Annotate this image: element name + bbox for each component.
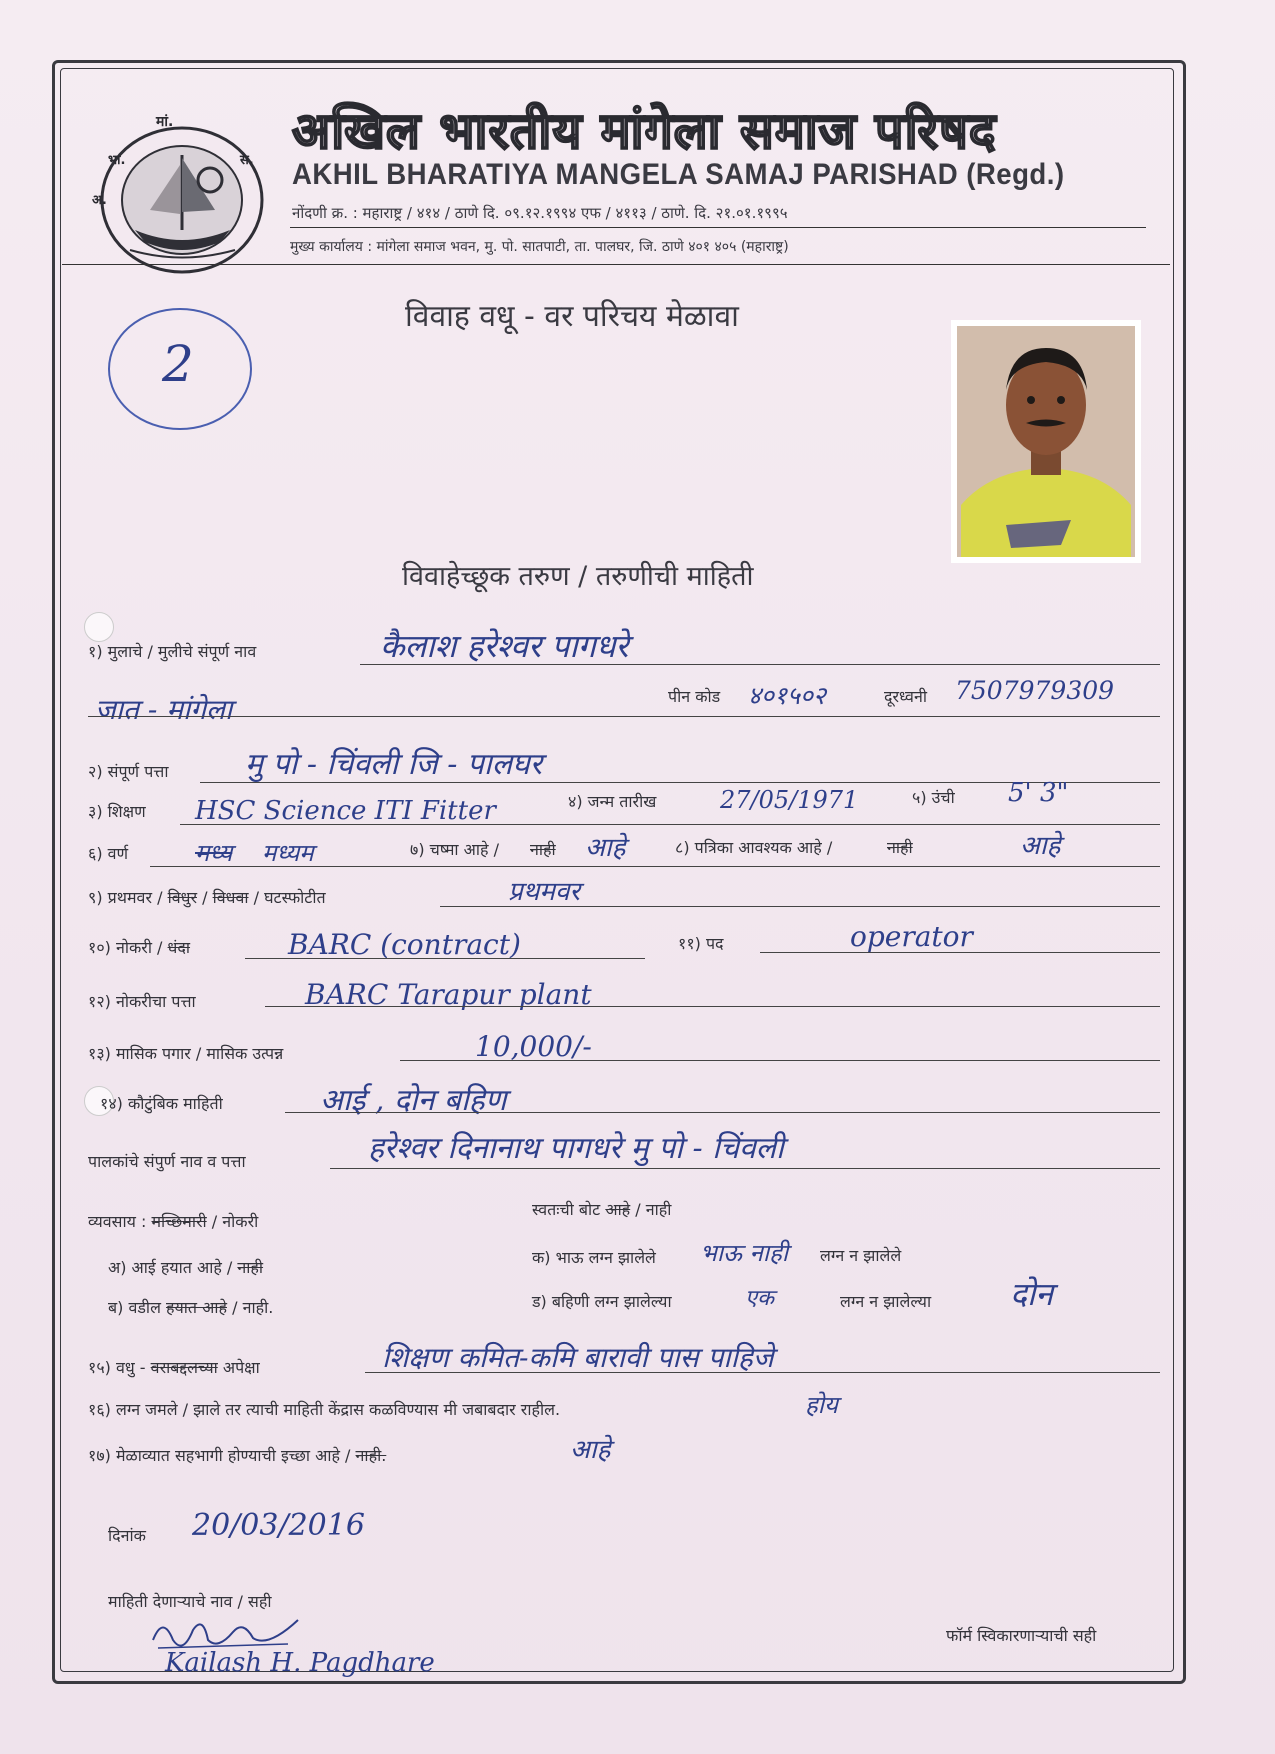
registration-number: नोंदणी क्र. : महाराष्ट्र / ४१४ / ठाणे दि. ०९.१२.१९९४ एफ / ४११३ / ठाणे. दि. २१.०१.१९९५ <box>292 204 788 222</box>
responsibility-value: होय <box>805 1391 838 1419</box>
applicant-photo <box>951 320 1141 563</box>
complexion-value: मध्यम <box>262 839 314 867</box>
expectation-label <box>88 1356 260 1378</box>
sisters-married-value: एक <box>745 1286 775 1311</box>
workplace-value: BARC Tarapur plant <box>305 978 592 1011</box>
parents-value: हरेश्वर दिनानाथ पागधरे मु पो - चिंवली <box>368 1131 784 1166</box>
marital-label <box>88 886 326 908</box>
workplace-line <box>265 1006 1160 1007</box>
job-struck: धंदा <box>167 938 191 957</box>
phone-value: 7507979309 <box>955 676 1115 705</box>
form-number-circle <box>108 308 252 430</box>
office-address: मुख्य कार्यालय : मांगेला समाज भवन, मु. पो. सातपाटी, ता. पालघर, जि. ठाणे ४०१ ४०५ (महाराष्ट्र) <box>290 239 789 255</box>
glasses-struck: नाही <box>530 840 556 859</box>
date-label: दिनांक <box>108 1526 146 1545</box>
address-label: २) संपूर्ण पत्ता <box>88 762 169 781</box>
post-line <box>760 952 1160 953</box>
father-label <box>108 1296 273 1318</box>
marital-label-b: / घटस्फोटीत <box>253 888 326 907</box>
post-value: operator <box>850 920 973 953</box>
caste-line <box>88 716 1160 717</box>
brothers-unmarried-label: लग्न न झालेले <box>820 1246 902 1265</box>
father-struck: हयात आहे <box>166 1298 227 1317</box>
logo-text-top: मां. <box>156 114 174 130</box>
phone-label: दूरध्वनी <box>884 687 927 706</box>
parents-line <box>330 1168 1160 1169</box>
marital-struck-widower: विधुर <box>167 888 197 907</box>
boat-label-b: / नाही <box>635 1200 672 1219</box>
header-divider-2 <box>62 264 1170 265</box>
family-value: आई , दोन बहिण <box>320 1083 507 1118</box>
section-title: विवाहेच्छूक तरुण / तरुणीची माहिती <box>402 561 754 592</box>
family-label: १४) कौटुंबिक माहिती <box>100 1094 223 1113</box>
title-marathi: अखिल भारतीय मांगेला समाज परिषद <box>292 101 997 160</box>
participation-struck: नाही. <box>355 1446 387 1465</box>
height-value: 5' 3" <box>1008 778 1069 808</box>
occupation-struck: मच्छिमारी <box>151 1212 207 1231</box>
occupation-label-a: व्यवसाय : <box>88 1212 147 1231</box>
punch-hole-top <box>84 612 114 642</box>
mother-label-a: अ) आई हयात आहे / <box>108 1258 233 1277</box>
title-english: AKHIL BHARATIYA MANGELA SAMAJ PARISHAD (Regd.) <box>292 158 1065 191</box>
sisters-unmarried-value: दोन <box>1010 1275 1054 1313</box>
marital-line <box>440 906 1160 907</box>
name-value: कैलाश हरेश्वर पागधरे <box>380 627 629 665</box>
horoscope-struck: नाही <box>887 838 913 857</box>
participation-label-a: १७) मेळाव्यात सहभागी होण्याची इच्छा आहे / <box>88 1446 351 1465</box>
height-label: ५) उंची <box>912 788 955 807</box>
expectation-value: शिक्षण कमित-कमि बारावी पास पाहिजे <box>382 1341 774 1374</box>
responsibility-label: १६) लग्न जमले / झाले तर त्याची माहिती केंद्रास कळविण्यास मी जबाबदार राहील. <box>88 1400 561 1419</box>
glasses-value: आहे <box>585 833 626 863</box>
education-value: HSC Science ITI Fitter <box>195 796 496 826</box>
name-label: १) मुलाचे / मुलीचे संपूर्ण नाव <box>88 642 257 661</box>
society-logo <box>90 110 275 280</box>
family-line <box>285 1112 1160 1113</box>
father-label-a: ब) वडील <box>108 1298 161 1317</box>
income-line <box>400 1060 1160 1061</box>
boat-label-a: स्वतःची बोट <box>532 1200 601 1219</box>
logo-text-right: स. <box>240 153 254 168</box>
complexion-label: ६) वर्ण <box>88 844 129 863</box>
name-line <box>360 664 1160 665</box>
horoscope-label: ८) पत्रिका आवश्यक आहे / <box>675 838 833 857</box>
horoscope-value: आहे <box>1020 831 1061 861</box>
logo-text-left: भा. <box>108 153 126 168</box>
informant-signature-name: Kailash H. Pagdhare <box>165 1648 435 1678</box>
expectation-label-a: १५) वधु - <box>88 1358 146 1377</box>
post-label: ११) पद <box>678 934 724 953</box>
logo-text-side: अ. <box>92 193 107 208</box>
participation-label <box>88 1444 386 1466</box>
receiver-signature-label: फॉर्म स्विकारणाऱ्याची सही <box>946 1626 1097 1645</box>
dob-label: ४) जन्म तारीख <box>568 792 657 811</box>
header-divider-1 <box>290 227 1146 228</box>
income-label: १३) मासिक पगार / मासिक उत्पन्न <box>88 1044 284 1063</box>
expectation-line <box>365 1372 1160 1373</box>
marital-label-a: ९) प्रथमवर / <box>88 888 163 907</box>
boat-struck: आहे <box>605 1200 631 1219</box>
complexion-line <box>150 866 1160 867</box>
occupation-label <box>88 1210 258 1232</box>
sisters-label: ड) बहिणी लग्न झालेल्या <box>532 1292 672 1311</box>
dob-value: 27/05/1971 <box>720 786 859 814</box>
expectation-struck: वराबद्दलच्या <box>150 1358 218 1377</box>
job-label <box>88 936 190 958</box>
job-line <box>245 958 645 959</box>
mother-label <box>108 1256 263 1278</box>
caste-value: जात - मांगेला <box>95 693 233 726</box>
marital-separator: / <box>202 888 208 907</box>
event-title: विवाह वधू - वर परिचय मेळावा <box>405 299 739 334</box>
marital-value: प्रथमवर <box>508 877 581 907</box>
date-value: 20/03/2016 <box>192 1508 365 1543</box>
workplace-label: १२) नोकरीचा पत्ता <box>88 992 196 1011</box>
marital-struck-widow: विधवा <box>212 888 249 907</box>
brothers-value: भाऊ नाही <box>700 1239 789 1267</box>
participation-value: आहे <box>570 1435 611 1465</box>
pincode-value: ४०१५०२ <box>748 681 827 710</box>
education-label: ३) शिक्षण <box>88 802 146 821</box>
pincode-label: पीन कोड <box>668 687 721 706</box>
income-value: 10,000/- <box>475 1030 592 1063</box>
father-label-b: / नाही. <box>232 1298 274 1317</box>
education-line <box>180 824 1160 825</box>
address-value: मु पो - चिंवली जि - पालघर <box>245 747 543 782</box>
complexion-struck: मध्य <box>195 839 233 867</box>
form-number: 2 <box>162 335 194 393</box>
sisters-unmarried-label: लग्न न झालेल्या <box>840 1292 932 1311</box>
job-value: BARC (contract) <box>288 928 521 961</box>
glasses-label: ७) चष्मा आहे / <box>410 840 499 859</box>
brothers-label: क) भाऊ लग्न झालेले <box>532 1248 656 1267</box>
occupation-label-b: / नोकरी <box>211 1212 259 1231</box>
job-label-a: १०) नोकरी / <box>88 938 163 957</box>
informant-label: माहिती देणाऱ्याचे नाव / सही <box>108 1592 272 1611</box>
boat-label <box>532 1198 671 1220</box>
parents-label: पालकांचे संपुर्ण नाव व पत्ता <box>88 1152 246 1171</box>
mother-struck: नाही <box>237 1258 264 1277</box>
expectation-label-b: अपेक्षा <box>222 1358 260 1377</box>
